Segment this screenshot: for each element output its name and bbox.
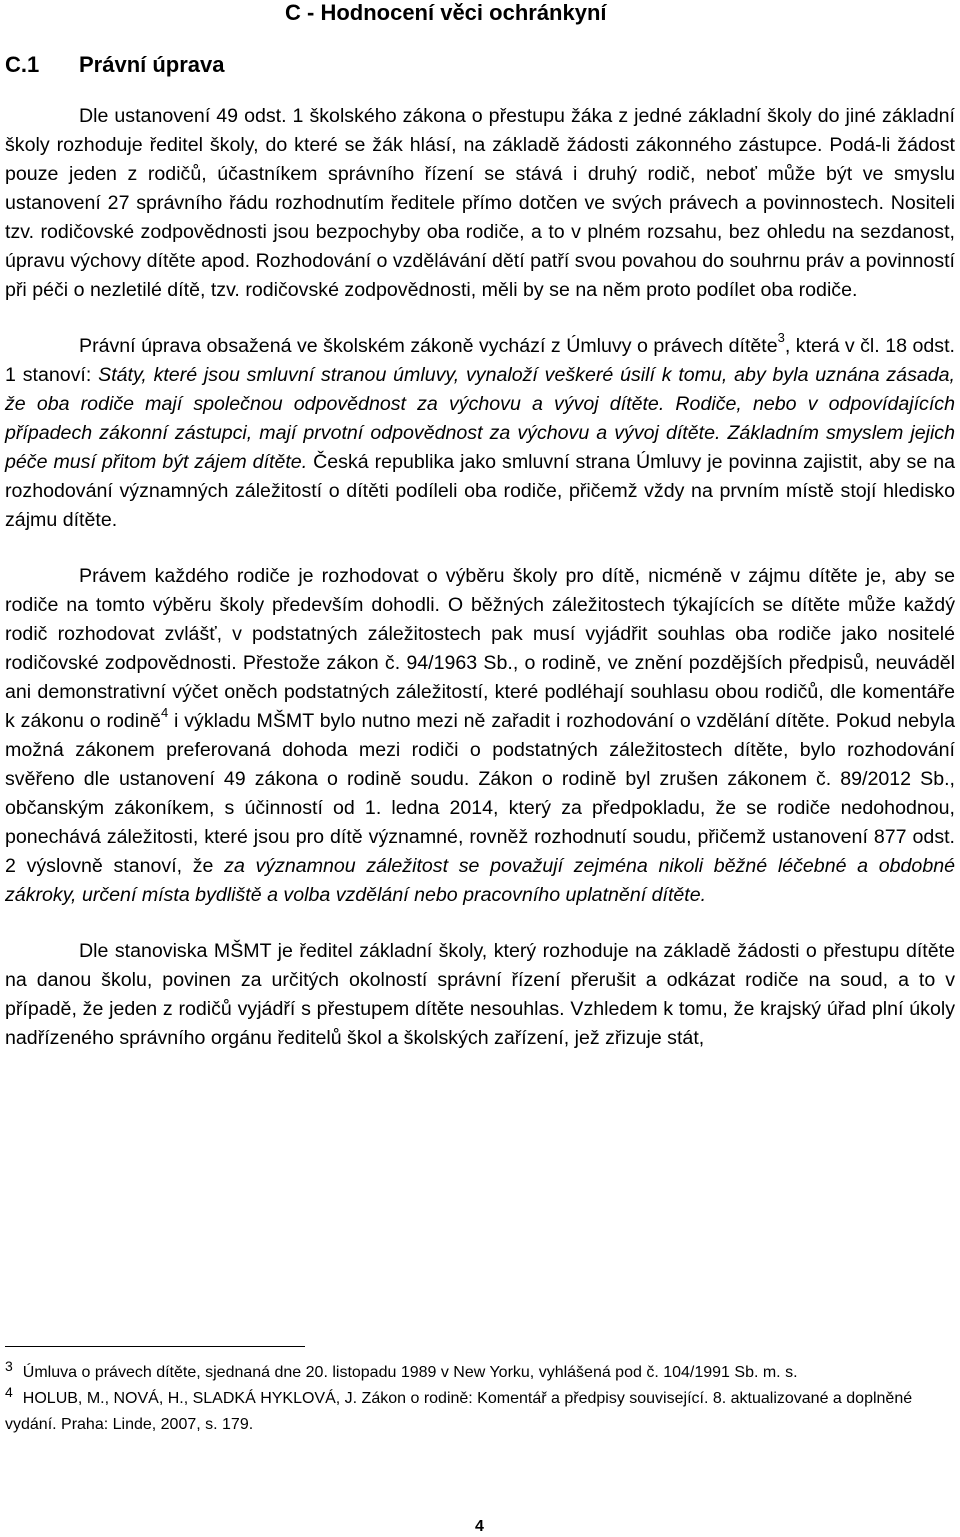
section-heading: [5, 52, 225, 78]
paragraph-3-quote: za významnou záležitost se považují zejména nikoli běžné léčebné a obdobné zákroky, určení místa bydliště a volba vzdělání nebo pracovního uplatnění dítěte.: [5, 855, 956, 906]
paragraph-3: [5, 562, 955, 910]
footnote-ref-4: 4: [160, 705, 169, 721]
page-number: 4: [475, 1518, 484, 1535]
paragraph-2-text-mid: , která v čl. 18 odst. 1 stanoví:: [5, 335, 955, 386]
footnote-3: [5, 1357, 955, 1386]
paragraph-2-quote: Státy, které jsou smluvní stranou úmluvy, vynaloží veškeré úsilí k tomu, aby byla uznána zásada, že oba rodiče mají společnou odpovědnost za výchovu a vývoj dítěte. Rodiče, nebo v odpovídajících případech zákonní zástupci, mají prvotní odpovědnost za výchovu a vývoj dítěte. Základním smyslem jejich péče musí přitom být zájem dítěte.: [5, 364, 955, 473]
chapter-heading: C - Hodnocení věci ochránkyní: [285, 0, 607, 25]
paragraph-3-text-mid: i výkladu MŠMT bylo nutno mezi ně zařadit i rozhodování o vzdělání dítěte. Pokud nebyla možná zákonem preferovaná dohoda mezi rodiči o podstatných záležitostech dítěte, bylo rozhodování svěřeno dle ustanovení 49 zákona o rodině soudu. Zákon o rodině byl zrušen zákonem č. 89/2012 Sb., občanským zákoníkem, s účinností od 1. ledna 2014, který za předpokladu, že se rodiče nedohodnou, ponechává záležitosti, které jsou pro dítě významné, rovněž rozhodnutí soudu, přičemž ustanovení 877 odst. 2 výslovně stanoví, že: [5, 710, 955, 877]
paragraph-2-text: Právní úprava obsažená ve školském zákoně vychází z Úmluvy o právech dítěte: [79, 335, 778, 357]
footnote-divider: [5, 1346, 305, 1347]
footnote-ref-3: 3: [777, 330, 785, 346]
paragraph-4: Dle stanoviska MŠMT je ředitel základní školy, který rozhoduje na základě žádosti o přestupu dítěte na danou školu, povinen za určitých okolností správní řízení přerušit a odkázat rodiče na soud, a to v případě, že jeden z rodičů vyjádří s přestupem dítěte nesouhlas. Vzhledem k tomu, že krajský úřad plní úkoly nadřízeného správního orgánu ředitelů škol a školských zařízení, jež zřizuje stát,: [5, 940, 955, 1049]
paragraph-3-text: Právem každého rodiče je rozhodovat o výběru školy pro dítě, nicméně v zájmu dítěte je, aby se rodiče na tomto výběru školy především dohodli. O běžných záležitostech týkajících se dítěte může každý rodič rozhodovat zvlášť, v podstatných záležitostech pak musí vyjádřit souhlas oba rodiče jako nositelé rodičovské zodpovědnosti. Přestože zákon č. 94/1963 Sb., o rodině, ve znění pozdějších předpisů, neuváděl ani demonstrativní výčet oněch podstatných záležitostí, které podléhají souhlasu obou rodičů, dle komentáře k zákonu o rodině: [5, 565, 955, 732]
footnote-4: [5, 1383, 955, 1438]
footnote-number: 4: [5, 1383, 13, 1400]
paragraph-2-text-end: Česká republika jako smluvní strana Úmluvy je povinna zajistit, aby se na rozhodování významných záležitostí o dítěti podíleli oba rodiče, přičemž vždy na prvním místě stojí hledisko zájmu dítěte.: [5, 451, 955, 531]
paragraph-2: [5, 332, 955, 535]
paragraph-1: Dle ustanovení 49 odst. 1 školského zákona o přestupu žáka z jedné základní školy do jiné základní školy rozhoduje ředitel školy, do které se žák hlásí, na základě žádosti zákonného zástupce. Podá-li žádost pouze jeden z rodičů, účastníkem správního řízení se stává i druhý rodič, neboť může být ve smyslu ustanovení 27 správního řádu rozhodnutím ředitele přímo dotčen ve svých právech a povinnostech. Nositeli tzv. rodičovské zodpovědnosti jsou bezpochyby oba rodiče, a to v plném rozsahu, bez ohledu na sezdanost, úpravu výchovy dítěte apod. Rozhodování o vzdělávání dětí patří svou povahou do souhrnu práv a povinností při péči o nezletilé dítě, tzv. rodičovské zodpovědnosti, měli by se na něm proto podílet oba rodiče.: [5, 105, 955, 301]
section-title: Právní úprava: [79, 52, 225, 77]
body-text: [5, 102, 955, 1080]
section-number: C.1: [5, 52, 40, 77]
footnotes: [5, 1357, 955, 1438]
footnote-number: 3: [5, 1357, 13, 1374]
footnote-text: Úmluva o právech dítěte, sjednaná dne 20. listopadu 1989 v New Yorku, vyhlášená pod č. 104/1991 Sb. m. s.: [22, 1364, 798, 1381]
footnote-text: HOLUB, M., NOVÁ, H., SLADKÁ HYKLOVÁ, J. Zákon o rodině: Komentář a předpisy související. 8. aktualizované a doplněné vydání. Praha: Linde, 2007, s. 179.: [5, 1390, 913, 1433]
